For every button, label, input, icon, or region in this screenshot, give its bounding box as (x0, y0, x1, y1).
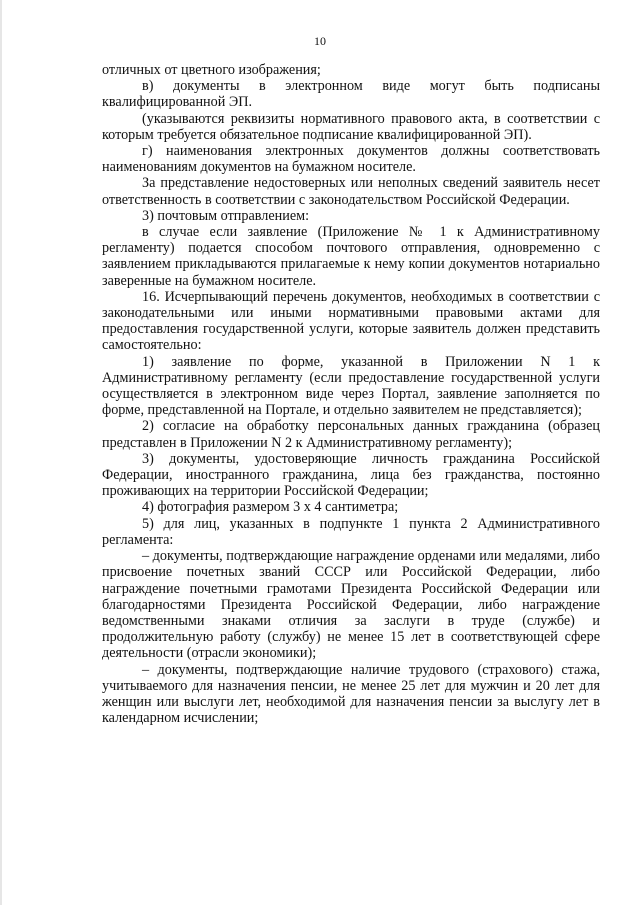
paragraph-section-16: 16. Исчерпывающий перечень документов, необходимых в соответствии с законодательными или иными нормативными правовыми актами для предоставления государственной услуги, которые заявитель должен представить самостоятельно: (102, 288, 600, 354)
paragraph-postal-details: в случае если заявление (Приложение № 1 к Административному регламенту) подается способом почтового отправления, одновременно с заявлением прикладываются прилагаемые к нему копии документов нотариально заверенные на бумажном носителе. (102, 224, 600, 289)
paragraph-continuation: отличных от цветного изображения; (102, 62, 321, 78)
paragraph-dash-awards: – документы, подтверждающие награждение орденами или медалями, либо присвоение почетных званий СССР или Российской Федерации, либо награждение почетными грамотами Президента Российской Федерации или благодарностями Президента Российской Федерации, либо награждение ведомственными знаками отличия за заслуги в труде (службе) и продолжительную работу (службу) не менее 15 лет в соответствующей сфере деятельности (отрасли экономики); (102, 548, 600, 662)
paragraph-item-v: в) документы в электронном виде могут быть подписаны квалифицированной ЭП. (102, 78, 600, 111)
paragraph-dash-seniority: – документы, подтверждающие наличие трудового (страхового) стажа, учитываемого для назначения пенсии, не менее 25 лет для мужчин и 20 лет для женщин или выслуги лет, необходимой для назначения пенсии за выслугу лет в календарном исчислении; (102, 661, 600, 727)
paragraph-item-5-persons: 5) для лиц, указанных в подпункте 1 пункта 2 Административного регламента: (102, 515, 600, 548)
paragraph-item-3-identity: 3) документы, удостоверяющие личность гражданина Российской Федерации, иностранного гражданина, лица без гражданства, постоянно проживающих на территории Российской Федерации; (102, 450, 600, 500)
paragraph-responsibility: За представление недостоверных или неполных сведений заявитель несет ответственность в соответствии с законодательством Российской Федерации. (102, 175, 600, 208)
document-body (102, 62, 600, 726)
page-edge-shadow (0, 0, 2, 905)
paragraph-item-1-application: 1) заявление по форме, указанной в Приложении N 1 к Административному регламенту (если предоставление государственной услуги осуществляется в электронном виде через Портал, заявление заполняется по форме, представленной на Портале, и отдельно заявителем не представляется); (102, 353, 600, 419)
paragraph-item-2-consent: 2) согласие на обработку персональных данных гражданина (образец представлен в Приложении N 2 к Административному регламенту); (102, 418, 600, 451)
page-number: 10 (314, 34, 326, 48)
paragraph-item-4-photo: 4) фотография размером 3 х 4 сантиметра; (142, 499, 399, 516)
paragraph-item-g: г) наименования электронных документов должны соответствовать наименованиям документов на бумажном носителе. (102, 143, 600, 176)
paragraph-item-3-postal: 3) почтовым отправлением: (142, 207, 310, 224)
paragraph-note: (указываются реквизиты нормативного правового акта, в соответствии с которым требуется обязательное подписание квалифицированной ЭП). (102, 110, 600, 143)
